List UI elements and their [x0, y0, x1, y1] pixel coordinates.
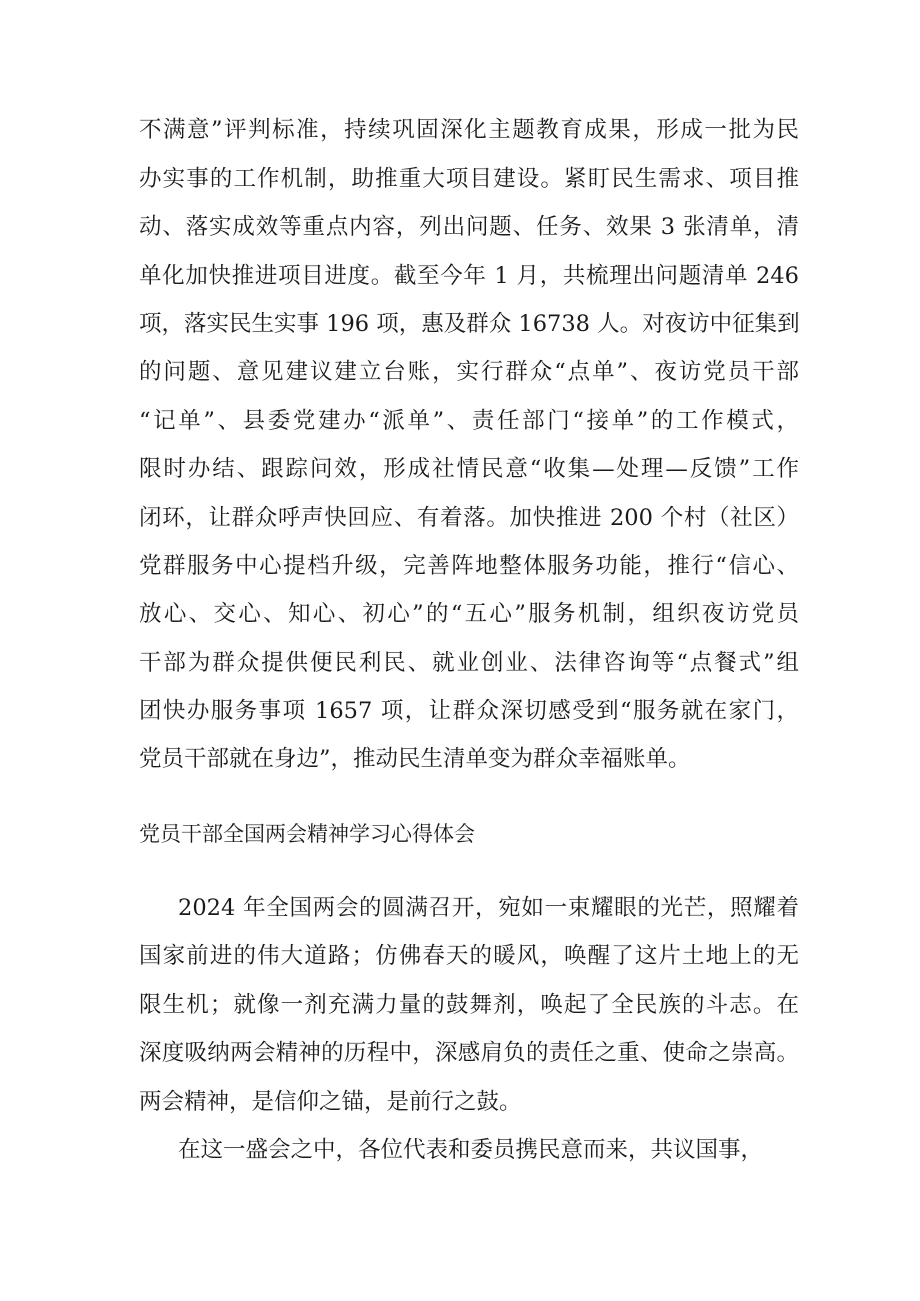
paragraph-line: 两会精神，是信仰之锚，是前行之鼓。: [139, 1089, 522, 1115]
paragraph-line: 限生机；就像一剂充满力量的鼓舞剂，唤起了全民族的斗志。在: [139, 992, 799, 1018]
paragraph-line: 深度吸纳两会精神的历程中，深感肩负的责任之重、使命之崇高。: [139, 1040, 799, 1066]
paragraph-line: “记单”、县委党建办“派单”、责任部门“接单”的工作模式，: [139, 408, 799, 434]
paragraph-line: 单化加快推进项目进度。截至今年 1 月，共梳理出问题清单 246: [139, 263, 799, 289]
paragraph-line: 团快办服务事项 1657 项，让群众深切感受到“服务就在家门，: [139, 698, 799, 724]
paragraph-line: 的问题、意见建议建立台账，实行群众“点单”、夜访党员干部: [139, 359, 799, 385]
paragraph-line: 闭环，让群众呼声快回应、有着落。加快推进 200 个村（社区）: [139, 505, 799, 531]
paragraph-line: 国家前进的伟大道路；仿佛春天的暖风，唤醒了这片土地上的无: [139, 943, 799, 969]
paragraph-line: 限时办结、跟踪问效，形成社情民意“收集—处理—反馈”工作: [139, 456, 799, 482]
paragraph-line: 在这一盛会之中，各位代表和委员携民意而来，共议国事，: [178, 1137, 764, 1163]
paragraph-line: 放心、交心、知心、初心”的“五心”服务机制，组织夜访党员: [139, 601, 799, 627]
paragraph-line: 动、落实成效等重点内容，列出问题、任务、效果 3 张清单，清: [139, 214, 799, 240]
paragraph-line: 项，落实民生实事 196 项，惠及群众 16738 人。对夜访中征集到: [139, 311, 800, 337]
paragraph-line: 办实事的工作机制，助推重大项目建设。紧盯民生需求、项目推: [139, 166, 799, 192]
paragraph-line: 不满意”评判标准，持续巩固深化主题教育成果，形成一批为民: [139, 117, 799, 143]
paragraph-line: 党群服务中心提档升级，完善阵地整体服务功能，推行“信心、: [139, 553, 799, 579]
paragraph-line: 2024 年全国两会的圆满召开，宛如一束耀眼的光芒，照耀着: [178, 895, 799, 921]
article-title: 党员干部全国两会精神学习心得体会: [139, 822, 475, 846]
paragraph-line: 党员干部就在身边”，推动民生清单变为群众幸福账单。: [139, 746, 691, 772]
paragraph-line: 干部为群众提供便民利民、就业创业、法律咨询等“点餐式”组: [139, 650, 799, 676]
